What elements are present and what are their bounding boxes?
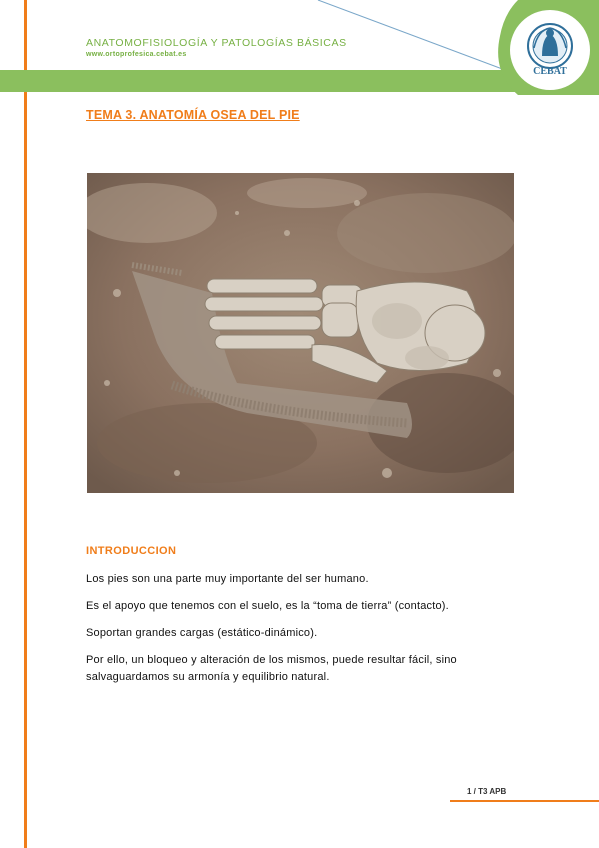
cebat-logo [498, 0, 599, 95]
page-heading: TEMA 3. ANATOMÍA OSEA DEL PIE [86, 108, 300, 122]
section-title-introduccion: INTRODUCCION [86, 545, 177, 557]
header-title: ANATOMOFISIOLOGÍA Y PATOLOGÍAS BÁSICAS [86, 37, 347, 49]
page-number-label: 1 / T3 APB [467, 787, 507, 796]
foot-skeleton-photo [87, 173, 514, 493]
left-margin-rule [24, 0, 27, 848]
paragraph: Soportan grandes cargas (estático-dinámico). [86, 627, 318, 639]
paragraph: Los pies son una parte muy importante del ser humano. [86, 573, 369, 585]
logo-wordmark: CEBAT [533, 66, 567, 77]
paragraph: Es el apoyo que tenemos con el suelo, es la “toma de tierra” (contacto). [86, 600, 449, 612]
header-url: www.ortoprofesica.cebat.es [86, 51, 187, 58]
footer-rule [450, 800, 599, 802]
paragraph: Por ello, un bloqueo y alteración de los mismos, puede resultar fácil, sino salvaguardamos su armonía y equilibrio natural. [86, 654, 457, 683]
